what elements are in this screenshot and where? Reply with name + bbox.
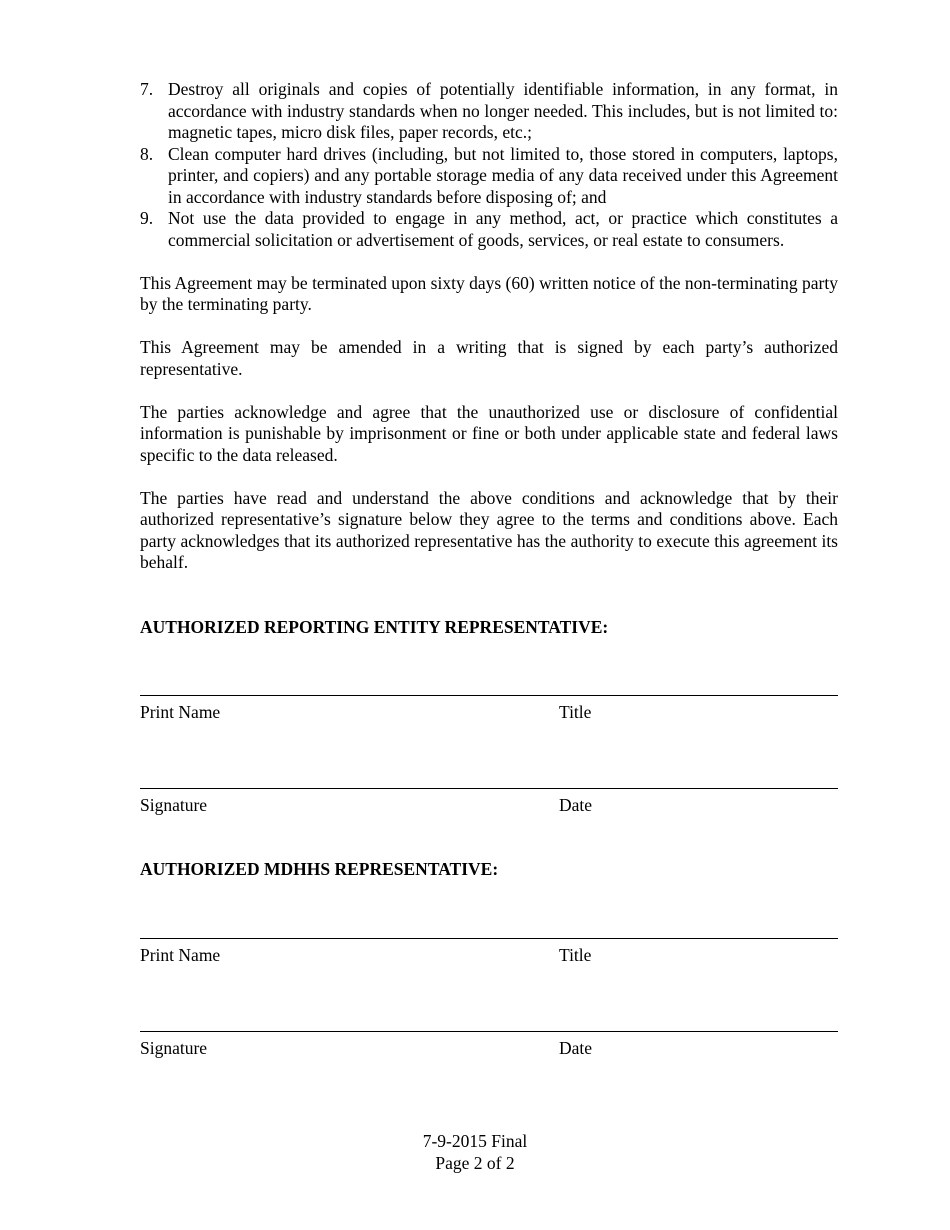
date-label: Date <box>559 795 593 815</box>
mdhhs-print-name-line[interactable] <box>140 938 838 939</box>
list-item <box>140 144 838 209</box>
title-label: Title <box>559 944 592 965</box>
signature-label: Signature <box>140 1037 208 1058</box>
reporting-signature-date-labels <box>140 795 838 817</box>
list-item-text: Clean computer hard drives (including, but not limited to, those stored in computers, laptops, printer, and copiers) and any portable storage media of any data received under this Agreement in accordance with industry standards before disposing of; and <box>168 143 838 207</box>
mdhhs-signature-line[interactable] <box>140 1031 838 1032</box>
signature-label: Signature <box>140 795 208 815</box>
amendment-paragraph: This Agreement may be amended in a writing that is signed by each party’s authorized representative. <box>140 337 838 379</box>
list-item-number: 7. <box>140 79 154 99</box>
obligations-list <box>140 79 838 251</box>
document-body <box>140 79 838 1060</box>
page-number: Page 2 of 2 <box>435 1152 515 1173</box>
list-item <box>140 208 838 251</box>
agreement-paragraph: The parties have read and understand the above conditions and acknowledge that by their authorized representative’s signature below they agree to the terms and conditions above. Each party acknowledges that its authorized representative has the authority to execute this agreement its behalf. <box>140 487 838 572</box>
print-name-label: Print Name <box>140 702 221 722</box>
list-item-text: Not use the data provided to engage in any method, act, or practice which constitutes a commercial solicitation or advertisement of goods, services, or real estate to consumers. <box>168 208 838 250</box>
page-footer <box>0 1131 950 1174</box>
reporting-signature-line[interactable] <box>140 788 838 789</box>
reporting-print-name-line[interactable] <box>140 695 838 696</box>
list-item-number: 8. <box>140 143 154 164</box>
reporting-name-title-labels <box>140 702 838 724</box>
version-label: 7-9-2015 Final <box>422 1131 528 1151</box>
title-label: Title <box>559 702 592 722</box>
mdhhs-heading: AUTHORIZED MDHHS REPRESENTATIVE: <box>140 859 499 879</box>
acknowledgement-paragraph: The parties acknowledge and agree that the unauthorized use or disclosure of confidential information is punishable by imprisonment or fine or both under applicable state and federal laws specific to the data released. <box>140 401 838 465</box>
reporting-entity-heading: AUTHORIZED REPORTING ENTITY REPRESENTATIVE: <box>140 616 609 637</box>
date-label: Date <box>559 1037 593 1058</box>
mdhhs-signature-date-labels <box>140 1038 838 1060</box>
list-item-number: 9. <box>140 208 154 228</box>
list-item-text: Destroy all originals and copies of potentially identifiable information, in any format, in accordance with industry standards when no longer needed. This includes, but is not limited to: magnetic tapes, micro disk files, paper records, etc.; <box>168 79 838 142</box>
list-item <box>140 79 838 144</box>
termination-paragraph: This Agreement may be terminated upon sixty days (60) written notice of the non-terminating party by the terminating party. <box>140 272 838 314</box>
mdhhs-name-title-labels <box>140 945 838 967</box>
print-name-label: Print Name <box>140 944 221 965</box>
